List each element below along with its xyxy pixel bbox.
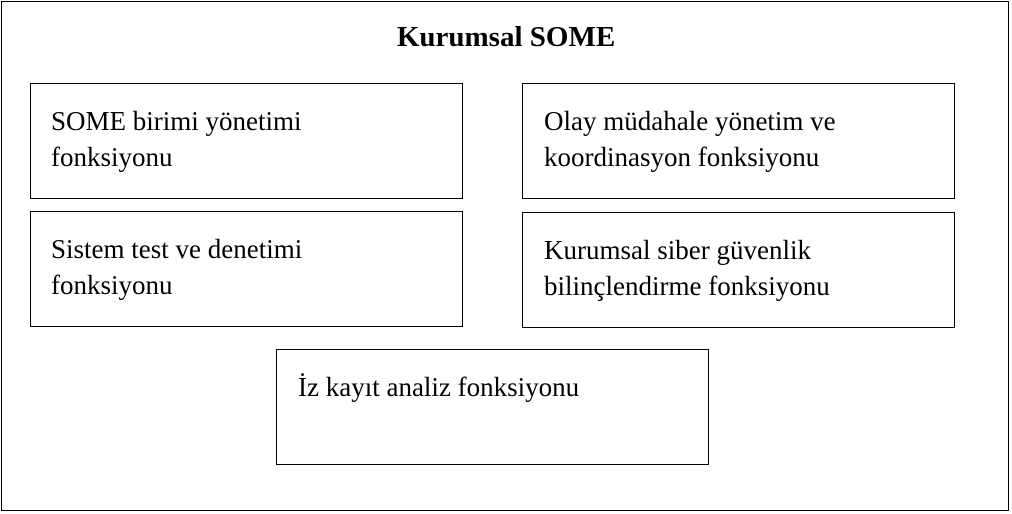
box-label: SOME birimi yönetimi fonksiyonu [51, 106, 302, 172]
box-some-unit-management [30, 83, 463, 199]
box-system-test-audit [30, 211, 463, 327]
box-label: Olay müdahale yönetim ve koordinasyon fonksiyonu [544, 106, 836, 172]
box-incident-response-coordination [522, 83, 955, 199]
box-cyber-security-awareness [522, 212, 955, 328]
box-label: Kurumsal siber güvenlik bilinçlendirme fonksiyonu [544, 235, 830, 301]
box-label: Sistem test ve denetimi fonksiyonu [51, 234, 303, 300]
box-log-analysis [276, 349, 709, 465]
diagram-title: Kurumsal SOME [396, 21, 616, 53]
box-label: İz kayıt analiz fonksiyonu [298, 372, 580, 402]
